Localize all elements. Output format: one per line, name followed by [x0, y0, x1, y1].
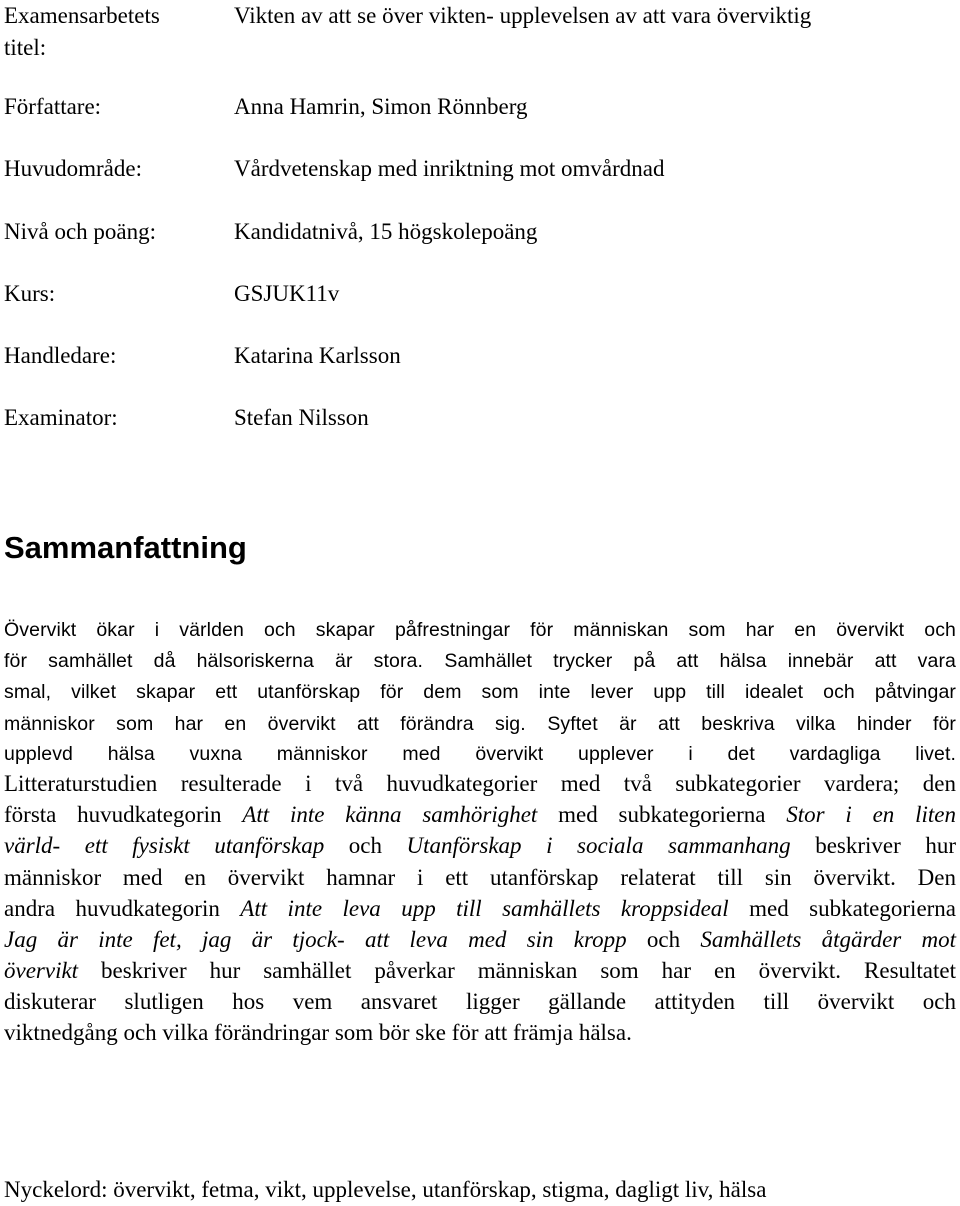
summary-text: första huvudkategorin: [4, 802, 222, 827]
meta-label-main-area: Huvudområde:: [4, 156, 142, 181]
meta-value-level: Kandidatnivå, 15 högskolepoäng: [234, 219, 538, 244]
subcategory-title: övervikt: [4, 958, 79, 983]
summary-text: med subkategorierna: [749, 896, 957, 921]
summary-line: Övervikt ökar i världen och skapar påfrestningar för människan som har en övervikt och: [4, 619, 956, 641]
subcategory-title: Stor i en liten: [786, 802, 957, 827]
summary-line: [4, 955, 956, 987]
meta-label-title-line2: titel:: [4, 35, 47, 60]
summary-line: viktnedgång och vilka förändringar som bör ske för att främja hälsa.: [4, 1020, 632, 1045]
meta-value-course: GSJUK11v: [234, 281, 340, 306]
keywords: Nyckelord: övervikt, fetma, vikt, upplevelse, utanförskap, stigma, dagligt liv, hälsa: [4, 1177, 767, 1202]
summary-text: beskriver hur: [815, 833, 956, 858]
category-title: Att inte leva upp till samhällets kroppsideal: [240, 896, 729, 921]
subcategory-title: Samhällets åtgärder mot: [700, 927, 957, 952]
meta-label-title: [4, 0, 224, 64]
summary-line: [4, 644, 956, 676]
category-title: Att inte känna samhörighet: [242, 802, 538, 827]
summary-text: med subkategorierna: [558, 802, 766, 827]
meta-value-examiner: Stefan Nilsson: [234, 405, 369, 430]
summary-text: människor som har en övervikt att förändra sig.: [4, 713, 526, 735]
summary-text: och: [646, 927, 681, 952]
summary-line: människor med en övervikt hamnar i ett utanförskap relaterat till sin övervikt. Den: [4, 865, 956, 890]
subcategory-title: Utanförskap i sociala sammanhang: [406, 833, 791, 858]
meta-value-authors: Anna Hamrin, Simon Rönnberg: [234, 94, 528, 119]
meta-label-examiner: Examinator:: [4, 405, 118, 430]
summary-text: och: [348, 833, 382, 858]
summary-text: Syftet är att beskriva vilka hinder för: [547, 713, 956, 735]
subcategory-title: Jag är inte fet, jag är tjock- att leva med sin kropp: [4, 927, 627, 952]
summary-line: Litteraturstudien resulterade i två huvudkategorier med två subkategorier vardera; den: [4, 771, 956, 796]
meta-label-supervisor: Handledare:: [4, 343, 117, 368]
meta-value-supervisor: Katarina Karlsson: [234, 343, 401, 368]
summary-line: diskuterar slutligen hos vem ansvaret ligger gällande attityden till övervikt och: [4, 989, 956, 1014]
summary-line: smal, vilket skapar ett utanförskap för dem som inte lever upp till idealet och påtvingar: [4, 681, 956, 703]
summary-line: [4, 707, 956, 739]
meta-value-title: Vikten av att se över vikten- upplevelsen av att vara överviktig: [234, 3, 812, 28]
meta-label-authors: Författare:: [4, 94, 102, 119]
summary-text: andra huvudkategorin: [4, 896, 220, 921]
meta-label-title-line1: Examensarbetets: [4, 3, 160, 28]
summary-line: [4, 830, 956, 862]
subcategory-title: värld- ett fysiskt utanförskap: [4, 833, 325, 858]
summary-text: för samhället då hälsoriskerna är stora.: [4, 650, 424, 672]
meta-label-course: Kurs:: [4, 281, 56, 306]
summary-text: beskriver hur samhället påverkar människan som har en övervikt. Resultatet: [101, 958, 956, 983]
summary-text: Samhället trycker på att hälsa innebär att vara: [444, 650, 956, 672]
summary-line: [4, 924, 956, 956]
summary-line: upplevd hälsa vuxna människor med övervikt upplever i det vardagliga livet.: [4, 743, 956, 765]
meta-value-main-area: Vårdvetenskap med inriktning mot omvårdnad: [234, 156, 665, 181]
summary-line: [4, 799, 956, 831]
meta-label-level: Nivå och poäng:: [4, 219, 157, 244]
summary-line: [4, 893, 956, 925]
summary-heading: Sammanfattning: [4, 530, 247, 565]
